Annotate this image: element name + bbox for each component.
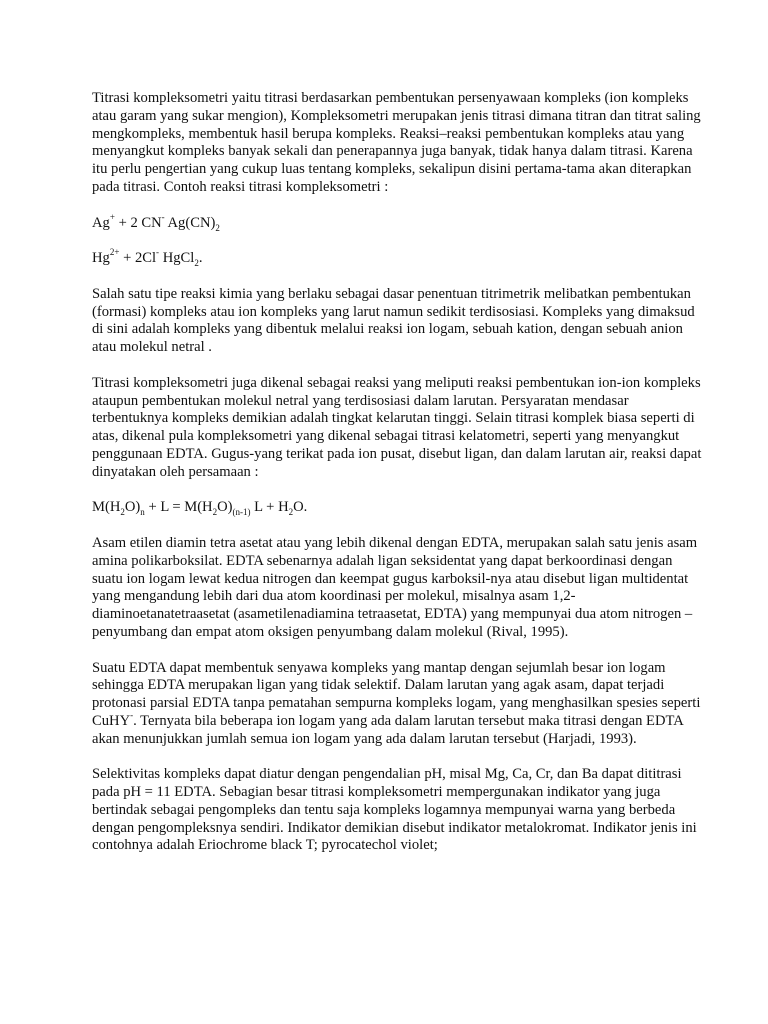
eq-term: HgCl <box>159 250 195 267</box>
eq-subscript: 2 <box>120 507 125 518</box>
eq-subscript: 2 <box>215 222 220 233</box>
paragraph-chelatometry: Titrasi kompleksometri juga dikenal sebagai reaksi yang meliputi reaksi pembentukan ion-ion kompleks ataupun pembentukan molekul netral yang terdisosiasi dalam larutan. Persyaratan mendasar terbentuknya kompleks demikian adalah tingkat kelarutan tinggi. Selain titrasi komplek biasa seperti di atas, dikenal pula kompleksometri yang dikenal sebagai titrasi kelatometri, seperti yang menyangkut penggunaan EDTA. Gugus-yang terikat pada ion pusat, disebut ligan, dan dalam larutan air, reaksi dapat dinyatakan oleh persamaan : <box>92 374 702 480</box>
eq-superscript: 2+ <box>109 247 120 258</box>
eq-superscript: + <box>109 211 115 222</box>
eq-subscript: (n-1) <box>232 507 251 518</box>
eq-term: O. <box>293 499 308 516</box>
eq-term: + L = M(H <box>144 499 213 516</box>
paragraph-intro: Titrasi kompleksometri yaitu titrasi berdasarkan pembentukan persenyawaan kompleks (ion kompleks atau garam yang sukar mengion), Kompleksometri merupakan jenis titrasi dimana titran dan titrat saling mengkompleks, membentuk hasil berupa kompleks. Reaksi–reaksi pembentukan kompleks atau yang menyangkut kompleks banyak sekali dan penerapannya juga banyak, tidak hanya dalam titrasi. Karena itu perlu pengertian yang cukup luas tentang kompleks, sekalipun disini pertama-tama akan diterapkan pada titrasi. Contoh reaksi titrasi kompleksometri : <box>92 90 701 195</box>
eq-subscript: 2 <box>194 258 199 269</box>
paragraph-text: . Ternyata bila beberapa ion logam yang ada dalam larutan tersebut maka titrasi dengan EDTA akan menunjukkan jumlah semua ion logam yang ada dalam larutan tersebut (Harjadi, 1993). <box>92 712 683 747</box>
text-superscript: - <box>130 710 134 721</box>
eq-term: L + H <box>250 499 289 516</box>
equation-silver-cyanide <box>92 211 702 233</box>
paragraph-complex-type: Salah satu tipe reaksi kimia yang berlaku sebagai dasar penentuan titrimetrik melibatkan pembentukan (formasi) kompleks atau ion kompleks yang larut namun sedikit terdisosiasi. Kompleks yang dimaksud di sini adalah kompleks yang dibentuk melalui reaksi ion logam, sebuah kation, dengan sebuah anion atau molekul netral . <box>92 285 695 356</box>
paragraph-edta: Asam etilen diamin tetra asetat atau yang lebih dikenal dengan EDTA, merupakan salah satu jenis asam amina polikarboksilat. EDTA sebenarnya adalah ligan seksidentat yang dapat berkoordinasi dengan suatu ion logam lewat kedua nitrogen dan keempat gugus karboksil-nya atau disebut ligan multidentat yang mengandung lebih dari dua atom koordinasi per molekul, misalnya asam 1,2-diaminoetanatetraasetat (asametilenadiamina tetraasetat, EDTA) yang mempunyai dua atom nitrogen – penyumbang dan empat atom oksigen penyumbang dalam molekul (Rival, 1995). <box>92 534 698 640</box>
equation-mercury-chloride <box>92 247 702 269</box>
paragraph-text: Suatu EDTA dapat membentuk senyawa kompleks yang mantap dengan sejumlah besar ion logam sehingga EDTA merupakan ligan yang tidak selektif. Dalam larutan yang agak asam, dapat terjadi protonasi parsial EDTA tanpa pematahan sempurna kompleks logam, yang menghasilkan spesies seperti CuHY <box>92 659 701 729</box>
eq-superscript: - <box>156 247 160 258</box>
eq-term: O) <box>217 499 233 516</box>
eq-subscript: 2 <box>288 507 294 518</box>
eq-term: Hg <box>92 250 110 267</box>
eq-subscript: 2 <box>212 507 218 518</box>
equation-ligand-exchange <box>92 499 702 517</box>
eq-term: Ag(CN) <box>164 214 216 231</box>
eq-term: O) <box>124 499 141 516</box>
paragraph-indicators: Selektivitas kompleks dapat diatur dengan pengendalian pH, misal Mg, Ca, Cr, dan Ba dapat dititrasi pada pH = 11 EDTA. Sebagian besar titrasi kompleksometri mempergunakan indikator yang juga bertindak sebagai pengompleks dan tentu saja kompleks logamnya mempunyai warna yang berbeda dengan pengompleksnya sendiri. Indikator demikian disebut indikator metalokromat. Indikator jenis ini contohnya adalah Eriochrome black T; pyrocatechol violet; <box>92 766 697 854</box>
eq-term: + 2 CN <box>114 214 162 231</box>
eq-subscript: n <box>140 507 145 518</box>
document-body <box>92 90 702 873</box>
eq-term: Ag <box>92 214 110 231</box>
eq-term: M(H <box>92 499 121 516</box>
eq-superscript: - <box>161 211 165 222</box>
eq-term: + 2Cl <box>119 250 157 267</box>
eq-term: . <box>198 250 203 267</box>
paragraph-edta-selectivity <box>92 660 702 749</box>
